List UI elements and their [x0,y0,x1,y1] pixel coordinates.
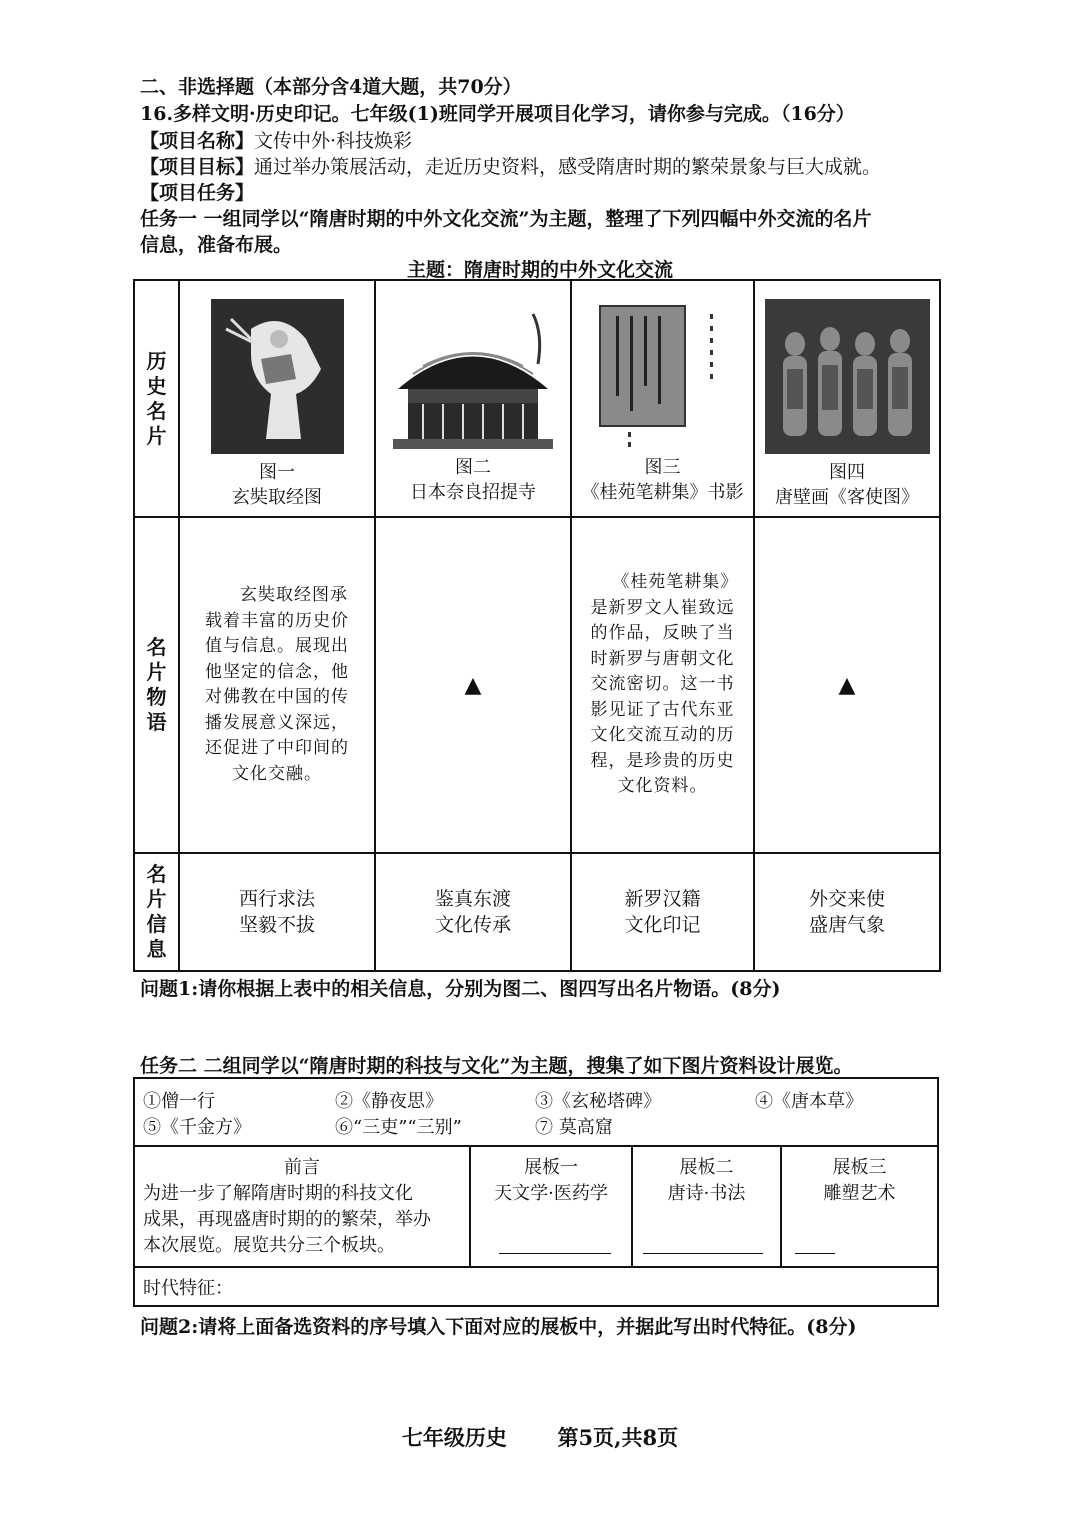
option-3: ③《玄秘塔碑》 [535,1091,661,1112]
project-goal-label: 【项目目标】 [140,156,255,178]
option-1: ①僧一行 [143,1091,215,1112]
card-4-fig: 图四 [829,462,865,483]
card-2-story [375,517,571,853]
card-4-info: 外交来使 盛唐气象 [754,853,940,971]
board-2-title: 展板二 [679,1157,734,1178]
card-3-fig: 图三 [644,457,681,478]
card-3 [571,280,754,517]
question-16-title: 16.多样文明·历史印记。七年级(1)班同学开展项目化学习，请你参与完成。（16分） [140,103,855,125]
question-1: 问题1:请你根据上表中的相关信息，分别为图二、图四写出名片物语。(8分) [140,978,781,1000]
project-name-value: 文传中外·科技焕彩 [254,130,413,152]
page-footer [0,1422,1080,1452]
card-2-name: 日本奈良招提寺 [410,482,536,503]
task1-intro-line2: 信息，准备布展。 [140,234,293,256]
xuanzang-figure-icon [211,299,344,454]
task1-intro-line1: 任务一 一组同学以“隋唐时期的中外文化交流”为主题，整理了下列四幅中外交流的名片 [140,208,872,230]
exhibit-table [133,1077,939,1307]
divider [135,1145,937,1147]
preface-line-3: 本次展览。展览共分三个板块。 [143,1235,395,1256]
option-2: ②《静夜思》 [335,1091,443,1112]
toshodaiji-image [393,304,553,449]
card-2-fig: 图二 [455,457,491,478]
board-3-title: 展板三 [832,1157,887,1178]
keshitu-image [765,299,930,454]
xuanzang-image [211,299,344,454]
project-goal-value: 通过举办策展活动，走近历史资料，感受隋唐时期的繁荣景象与巨大成就。 [254,156,882,178]
card-1-story: 玄奘取经图承 载着丰富的历史价 值与信息。展现出 他坚定的信念，他 对佛教在中国的传 播发展意义深远， 还促进了中印间的 文化交融。 [179,517,375,853]
footer-page-number: 第5页,共8页 [557,1425,679,1450]
card-4-story [754,517,940,853]
card-2-info: 鉴真东渡 文化传承 [375,853,571,971]
table1-theme: 主题：隋唐时期的中外文化交流 [406,259,673,281]
board-3-answer-blank[interactable] [795,1253,835,1254]
mural-figures-icon [765,299,930,454]
question-2: 问题2:请将上面备选资料的序号填入下面对应的展板中，并据此写出时代特征。(8分) [140,1316,857,1338]
table-row-stories [134,517,940,853]
card-2 [375,280,571,517]
board-1-topic: 天文学·医药学 [494,1183,608,1204]
preface-line-2: 成果，再现盛唐时期的的繁荣，举办 [143,1209,431,1230]
table-row-info [134,853,940,971]
preface-title: 前言 [284,1157,320,1178]
era-feature-label: 时代特征： [143,1278,233,1299]
option-5: ⑤《千金方》 [143,1117,251,1138]
project-goal [140,152,881,179]
preface-line-1: 为进一步了解隋唐时期的科技文化 [143,1183,413,1204]
answer-placeholder-triangle: ▲ [838,672,856,698]
board-1-answer-blank[interactable] [499,1253,611,1254]
option-7: ⑦ 莫高窟 [535,1117,613,1138]
project-name [140,126,412,153]
section-heading: 二、非选择题（本部分含4道大题，共70分） [140,76,522,98]
answer-placeholder-triangle: ▲ [464,672,482,698]
option-6: ⑥“三吏”“三别” [335,1117,462,1138]
card-3-info: 新罗汉籍 文化印记 [571,853,754,971]
divider [135,1266,937,1268]
board-2-topic: 唐诗·书法 [667,1183,746,1204]
board-1-title: 展板一 [524,1157,578,1178]
temple-icon [393,304,553,449]
card-1-name: 玄奘取经图 [232,487,322,508]
card-3-story: 《桂苑笔耕集》 是新罗文人崔致远 的作品，反映了当 时新罗与唐朝文化 交流密切。这一书 影见证了古代东亚 文化交流互动的历 程，是珍贵的历史 文化资料。 [571,517,754,853]
table-row-cards [134,280,940,517]
row-head-cards: 历史名片 [134,280,179,517]
board-2-answer-blank[interactable] [643,1253,763,1254]
option-4: ④《唐本草》 [755,1091,863,1112]
book-image [598,304,728,449]
footer-subject: 七年级历史 [401,1425,507,1450]
card-1-fig: 图一 [259,462,295,483]
project-name-label: 【项目名称】 [140,130,255,152]
row-head-info: 名片信息 [134,853,179,971]
board-3-topic: 雕塑艺术 [823,1183,896,1204]
card-1 [179,280,375,517]
project-tasks-label: 【项目任务】 [140,182,255,204]
card-1-info: 西行求法 坚毅不拔 [179,853,375,971]
task2-intro: 任务二 二组同学以“隋唐时期的科技与文化”为主题，搜集了如下图片资料设计展览。 [140,1055,853,1077]
row-head-stories: 名片物语 [134,517,179,853]
book-page-icon [598,304,728,449]
card-3-name: 《桂苑笔耕集》书影 [581,482,744,503]
card-4-name: 唐壁画《客使图》 [775,487,919,508]
card-table [133,279,941,972]
card-4 [754,280,940,517]
